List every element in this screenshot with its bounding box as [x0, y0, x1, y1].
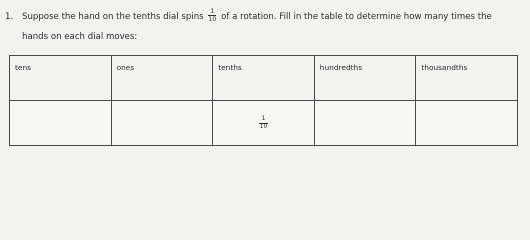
problem-number: 1. — [5, 12, 14, 22]
header-tenths: tenths — [213, 56, 315, 101]
tenths-numerator: 1 — [261, 115, 266, 122]
cell-ones[interactable] — [111, 101, 213, 146]
cell-tenths — [213, 101, 315, 146]
problem-text-before: Suppose the hand on the tenths dial spins — [22, 12, 204, 22]
header-thousandths: thousandths — [416, 56, 518, 101]
fraction-denominator: 10 — [208, 15, 217, 23]
table-answer-row — [10, 101, 518, 146]
problem-text-after: of a rotation. Fill in the table to determine how many times the — [221, 12, 492, 22]
tenths-fraction — [259, 116, 268, 130]
tenths-denominator: 10 — [259, 123, 268, 130]
header-hundredths: hundredths — [314, 56, 416, 101]
header-tens: tens — [10, 56, 112, 101]
cell-thousandths[interactable] — [416, 101, 518, 146]
header-ones: ones — [111, 56, 213, 101]
problem-statement — [5, 7, 520, 47]
cell-tens[interactable] — [10, 101, 112, 146]
table-header-row — [10, 56, 518, 101]
fraction-numerator: 1 — [210, 7, 215, 15]
problem-line-1 — [5, 7, 520, 27]
place-value-table — [9, 55, 518, 146]
one-tenth-fraction — [208, 9, 216, 23]
cell-hundredths[interactable] — [314, 101, 416, 146]
problem-line-2: hands on each dial moves: — [22, 32, 138, 42]
